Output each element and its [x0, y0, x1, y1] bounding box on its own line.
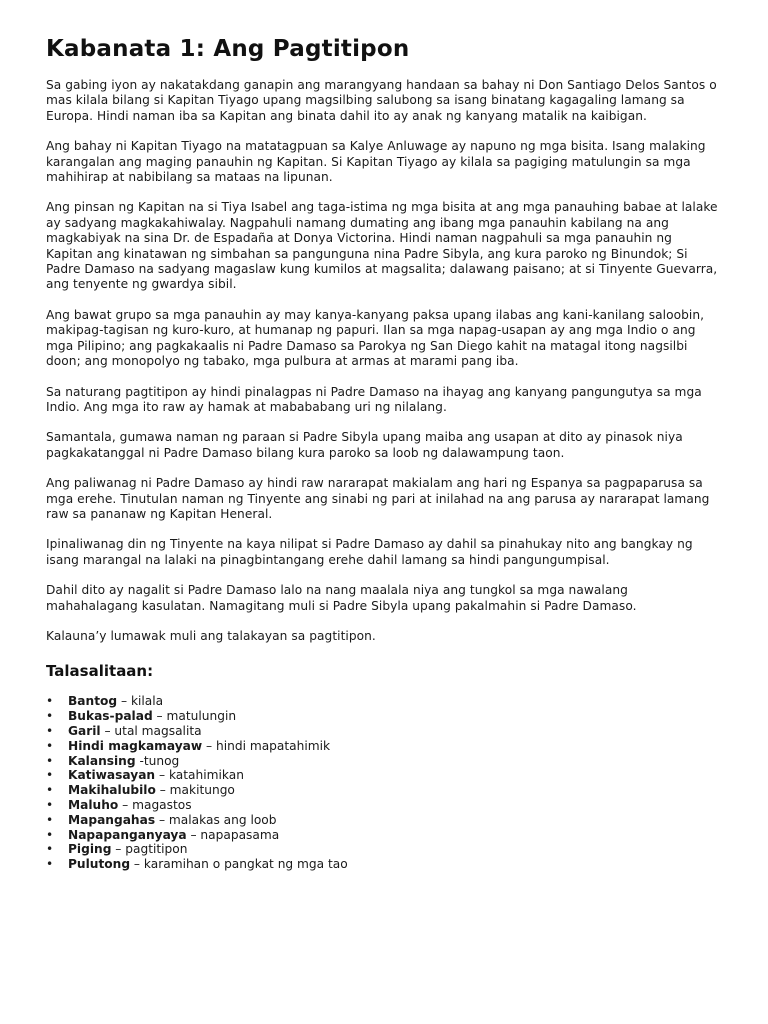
- glossary-term: Mapangahas: [68, 812, 156, 827]
- chapter-title: Kabanata 1: Ang Pagtitipon: [46, 36, 410, 62]
- glossary-definition: – malakas ang loob: [155, 812, 277, 827]
- paragraph: Sa gabing iyon ay nakatakdang ganapin ang marangyang handaan sa bahay ni Don Santiago Delos Santos o mas kilala bilang si Kapitan Tiyago upang magsilbing salubong sa isang binatang kagagaling lamang sa Europa. Hindi naman iba sa Kapitan ang binata dahil ito ay anak ng kanyang matalik na kaibigan.: [46, 78, 717, 123]
- glossary-definition: – katahimikan: [155, 768, 244, 783]
- bullet-icon: •: [46, 842, 54, 857]
- glossary-item: [46, 768, 722, 783]
- glossary-term: Hindi magkamayaw: [68, 738, 203, 753]
- glossary-term: Katiwasayan: [68, 768, 156, 783]
- bullet-icon: •: [46, 827, 54, 842]
- glossary-term: Makihalubilo: [68, 783, 156, 798]
- glossary-term: Piging: [68, 842, 112, 857]
- glossary-definition: – napapasama: [186, 827, 280, 842]
- glossary-term: Bukas-palad: [68, 709, 153, 724]
- paragraph: Ang pinsan ng Kapitan na si Tiya Isabel ang taga-istima ng mga bisita at ang mga panauhing babae at lalake ay sadyang magkakahiwalay. Nagpahuli namang dumating ang ibang mga panauhin kabilang na ang magkabiyak na sina Dr. de Espadaña at Donya Victorina. Hindi naman nagpahuli sa mga panauhin ng Kapitan ang kinatawan ng simbahan sa pangunguna nina Padre Sibyla, ang kura paroko ng Binundok; Si Padre Damaso na sadyang magaslaw kung kumilos at magsalita; dalawang paisano; at si Tinyente Guevarra, ang tenyente ng gwardya sibil.: [46, 200, 718, 292]
- bullet-icon: •: [46, 753, 54, 768]
- bullet-icon: •: [46, 783, 54, 798]
- glossary-item: [46, 828, 722, 843]
- glossary-item: [46, 842, 722, 857]
- glossary-item: [46, 739, 722, 754]
- paragraph: Ang bawat grupo sa mga panauhin ay may kanya-kanyang paksa upang ilabas ang kani-kanilang saloobin, makipag-tagisan ng kuro-kuro, at humanap ng papuri. Ilan sa mga napag-usapan ay ang mga Indio o ang mga Pilipino; ang pagkakaalis ni Padre Damaso sa Parokya ng San Diego kahit na matagal itong nagsilbi doon; ang monopolyo ng tabako, mga pulbura at armas at marami pang iba.: [46, 307, 705, 369]
- glossary-term: Garil: [68, 723, 101, 738]
- bullet-icon: •: [46, 709, 54, 724]
- paragraph: Kalauna’y lumawak muli ang talakayan sa pagtitipon.: [46, 628, 376, 643]
- glossary-item: [46, 694, 722, 709]
- glossary-term: Kalansing: [68, 753, 136, 768]
- glossary-list: [46, 694, 722, 872]
- bullet-icon: •: [46, 857, 54, 872]
- glossary-item: [46, 709, 722, 724]
- glossary-definition: – utal magsalita: [100, 723, 202, 738]
- glossary-item: [46, 798, 722, 813]
- bullet-icon: •: [46, 812, 54, 827]
- glossary-definition: – kilala: [117, 694, 164, 709]
- paragraph: Ipinaliwanag din ng Tinyente na kaya nilipat si Padre Damaso ay dahil sa pinahukay nito ang bangkay ng isang marangal na lalaki na pinagbintangang erehe dahil lamang sa hindi pangungumpisal.: [46, 537, 693, 567]
- bullet-icon: •: [46, 797, 54, 812]
- glossary-item: [46, 857, 722, 872]
- paragraph: Ang paliwanag ni Padre Damaso ay hindi raw nararapat makialam ang hari ng Espanya sa pagpaparusa sa mga erehe. Tinutulan naman ng Tinyente ang sinabi ng pari at inilahad na ang parusa ay nararapat lamang raw sa pananaw ng Kapitan Heneral.: [46, 476, 710, 521]
- glossary-definition: – magastos: [118, 797, 192, 812]
- glossary-definition: – hindi mapatahimik: [202, 738, 331, 753]
- glossary-definition: – pagtitipon: [111, 842, 188, 857]
- glossary-definition: – matulungin: [152, 709, 237, 724]
- glossary-term: Maluho: [68, 797, 119, 812]
- paragraph: Ang bahay ni Kapitan Tiyago na matatagpuan sa Kalye Anluwage ay napuno ng mga bisita. Isang malaking karangalan ang maging panauhin ng Kapitan. Si Kapitan Tiyago ay kilala sa pagiging matulungin sa mga mahihirap at nabibilang sa mataas na lipunan.: [46, 139, 706, 185]
- glossary-term: Napapanganyaya: [68, 827, 187, 842]
- glossary-definition: – makitungo: [155, 783, 235, 798]
- paragraph: Dahil dito ay nagalit si Padre Damaso lalo na nang maalala niya ang tungkol sa mga nawalang mahahalagang kasulatan. Namagitang muli si Padre Sibyla upang pakalmahin si Padre Damaso.: [46, 583, 637, 613]
- glossary-item: [46, 754, 722, 769]
- glossary-heading: Talasalitaan:: [46, 662, 154, 681]
- bullet-icon: •: [46, 694, 54, 709]
- bullet-icon: •: [46, 738, 54, 753]
- paragraph: Sa naturang pagtitipon ay hindi pinalagpas ni Padre Damaso na ihayag ang kanyang pangungutya sa mga Indio. Ang mga ito raw ay hamak at mabababang uri ng nilalang.: [46, 384, 702, 414]
- glossary-term: Bantog: [68, 694, 118, 709]
- bullet-icon: •: [46, 768, 54, 783]
- glossary-term: Pulutong: [68, 857, 131, 872]
- paragraph: Samantala, gumawa naman ng paraan si Padre Sibyla upang maiba ang usapan at dito ay pinasok niya pagkakatanggal ni Padre Damaso bilang kura paroko sa loob ng dalawampung taon.: [46, 430, 683, 460]
- glossary-definition: -tunog: [135, 753, 180, 768]
- bullet-icon: •: [46, 723, 54, 738]
- glossary-definition: – karamihan o pangkat ng mga tao: [130, 857, 348, 872]
- glossary-item: [46, 813, 722, 828]
- glossary-item: [46, 783, 722, 798]
- glossary-item: [46, 724, 722, 739]
